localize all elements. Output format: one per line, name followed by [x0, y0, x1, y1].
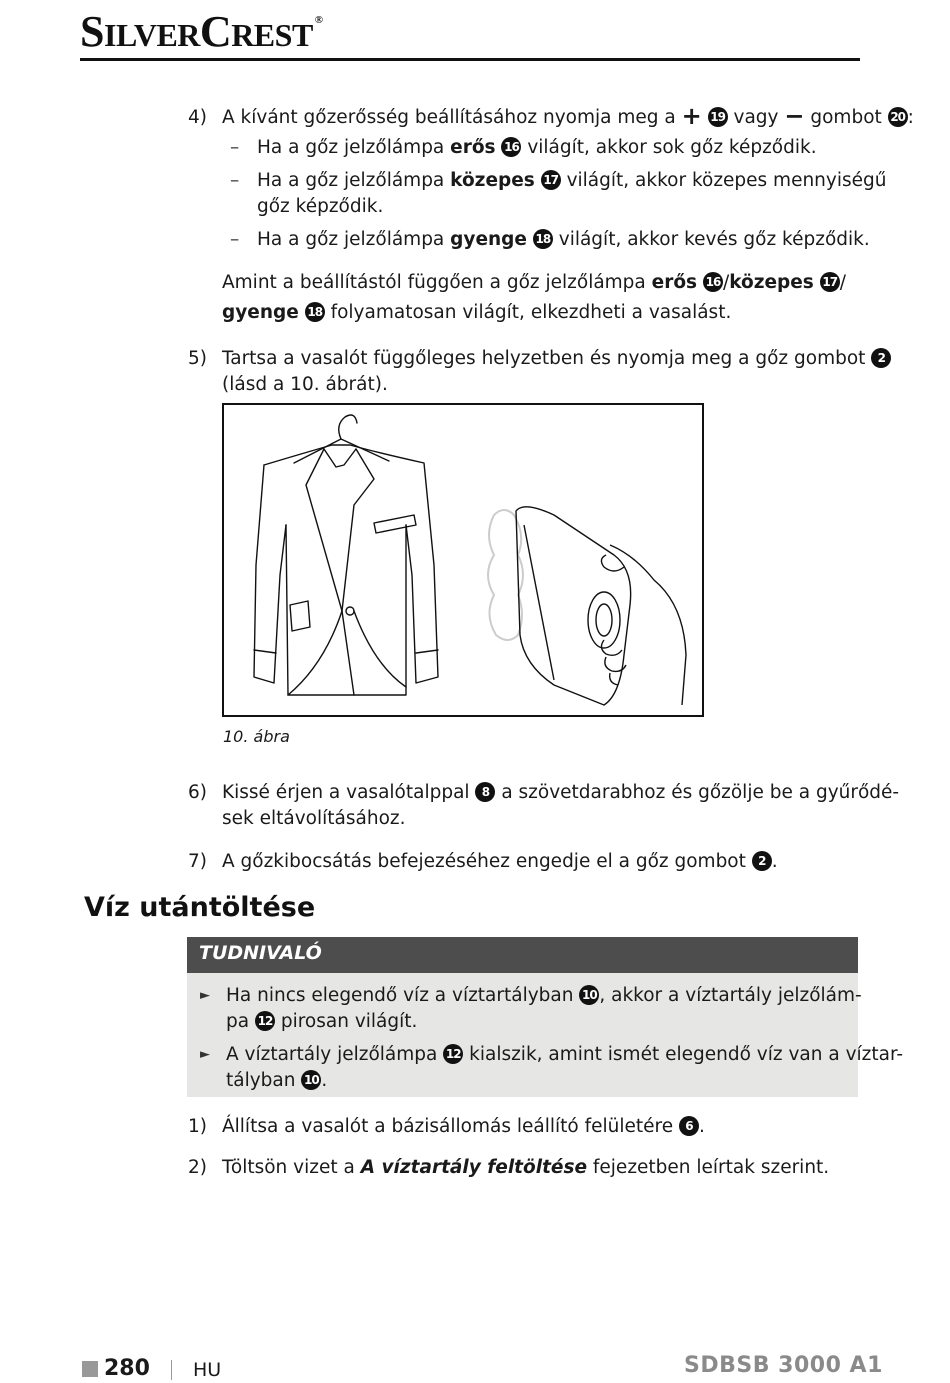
ref-badge: 6	[679, 1116, 699, 1136]
ref-badge: 19	[708, 107, 728, 127]
step-5-text: Tartsa a vasalót függőleges helyzetben és nyomja meg a gőz gombot 2	[222, 346, 891, 372]
arrow-bullet-icon: ►	[200, 988, 210, 1003]
step-6-text-cont: sek eltávolításához.	[222, 808, 406, 829]
plus-icon: +	[681, 102, 702, 130]
note-item: A víztartály jelzőlámpa 12 kialszik, amint ismét elegendő víz van a víztar-	[226, 1044, 904, 1065]
dash-bullet: –	[230, 170, 240, 191]
ref-badge: 18	[305, 302, 325, 322]
refill-step-2: Töltsön vizet a A víztartály feltöltése fejezetben leírtak szerint.	[222, 1157, 830, 1178]
ref-badge: 16	[703, 272, 723, 292]
brand-logo: SILVERCREST ®	[80, 7, 323, 56]
step-4-paragraph-cont: gyenge 18 folyamatosan világít, elkezdheti a vasalást.	[222, 302, 732, 323]
ref-badge: 10	[579, 985, 599, 1005]
ref-badge: 16	[501, 137, 521, 157]
ref-badge: 10	[301, 1070, 321, 1090]
ref-badge: 8	[475, 782, 495, 802]
ref-badge: 17	[541, 170, 561, 190]
note-item: Ha nincs elegendő víz a víztartályban 10 , akkor a víztartály jelzőlám-	[226, 985, 862, 1006]
figure-caption: 10. ábra	[223, 727, 290, 746]
language-code: HU	[193, 1359, 222, 1381]
step-number: 1)	[188, 1116, 207, 1137]
footer-divider	[171, 1360, 172, 1380]
footer-marker	[82, 1361, 98, 1377]
step-4-paragraph: Amint a beállítástól függően a gőz jelzőlámpa erős 16 /közepes 17 /	[222, 272, 846, 293]
dash-bullet: –	[230, 137, 240, 158]
ref-badge: 12	[443, 1044, 463, 1064]
arrow-bullet-icon: ►	[200, 1047, 210, 1062]
step-number: 5)	[188, 348, 207, 369]
model-number: SDBSB 3000 A1	[684, 1353, 883, 1378]
figure-10	[222, 403, 704, 717]
step-4-bullet: Ha a gőz jelzőlámpa közepes 17 világít, akkor közepes mennyiségű	[257, 170, 887, 191]
step-7-text: A gőzkibocsátás befejezéséhez engedje el a gőz gombot 2 .	[222, 851, 778, 872]
ref-badge: 18	[533, 229, 553, 249]
step-4-bullet: Ha a gőz jelzőlámpa erős 16 világít, akkor sok gőz képződik.	[257, 137, 817, 158]
minus-icon: −	[784, 102, 805, 130]
jacket-and-iron-illustration	[224, 405, 702, 715]
refill-step-1: Állítsa a vasalót a bázisállomás leállító felületére 6 .	[222, 1116, 705, 1137]
step-4-intro: A kívánt gőzerősség beállításához nyomja meg a + 19 vagy − gombot 20 :	[222, 102, 914, 130]
note-item-cont: pa 12 pirosan világít.	[226, 1011, 418, 1032]
section-title: Víz utántöltése	[84, 892, 316, 923]
step-number: 2)	[188, 1157, 207, 1178]
header-rule	[80, 58, 860, 61]
page-number: 280	[104, 1356, 150, 1381]
ref-badge: 17	[820, 272, 840, 292]
step-5-text-cont: (lásd a 10. ábrát).	[222, 374, 388, 395]
dash-bullet: –	[230, 229, 240, 250]
step-4-bullet-cont: gőz képződik.	[257, 196, 384, 217]
step-number: 6)	[188, 782, 207, 803]
ref-badge: 2	[752, 851, 772, 871]
ref-badge: 2	[871, 348, 891, 368]
step-number: 7)	[188, 851, 207, 872]
ref-badge: 12	[255, 1011, 275, 1031]
step-number: 4)	[188, 107, 207, 128]
ref-badge: 20	[888, 107, 908, 127]
step-4-bullet: Ha a gőz jelzőlámpa gyenge 18 világít, akkor kevés gőz képződik.	[257, 229, 870, 250]
note-item-cont: tályban 10 .	[226, 1070, 328, 1091]
note-header: TUDNIVALÓ	[187, 937, 858, 973]
step-6-text: Kissé érjen a vasalótalppal 8 a szövetdarabhoz és gőzölje be a gyűrődé-	[222, 782, 900, 803]
